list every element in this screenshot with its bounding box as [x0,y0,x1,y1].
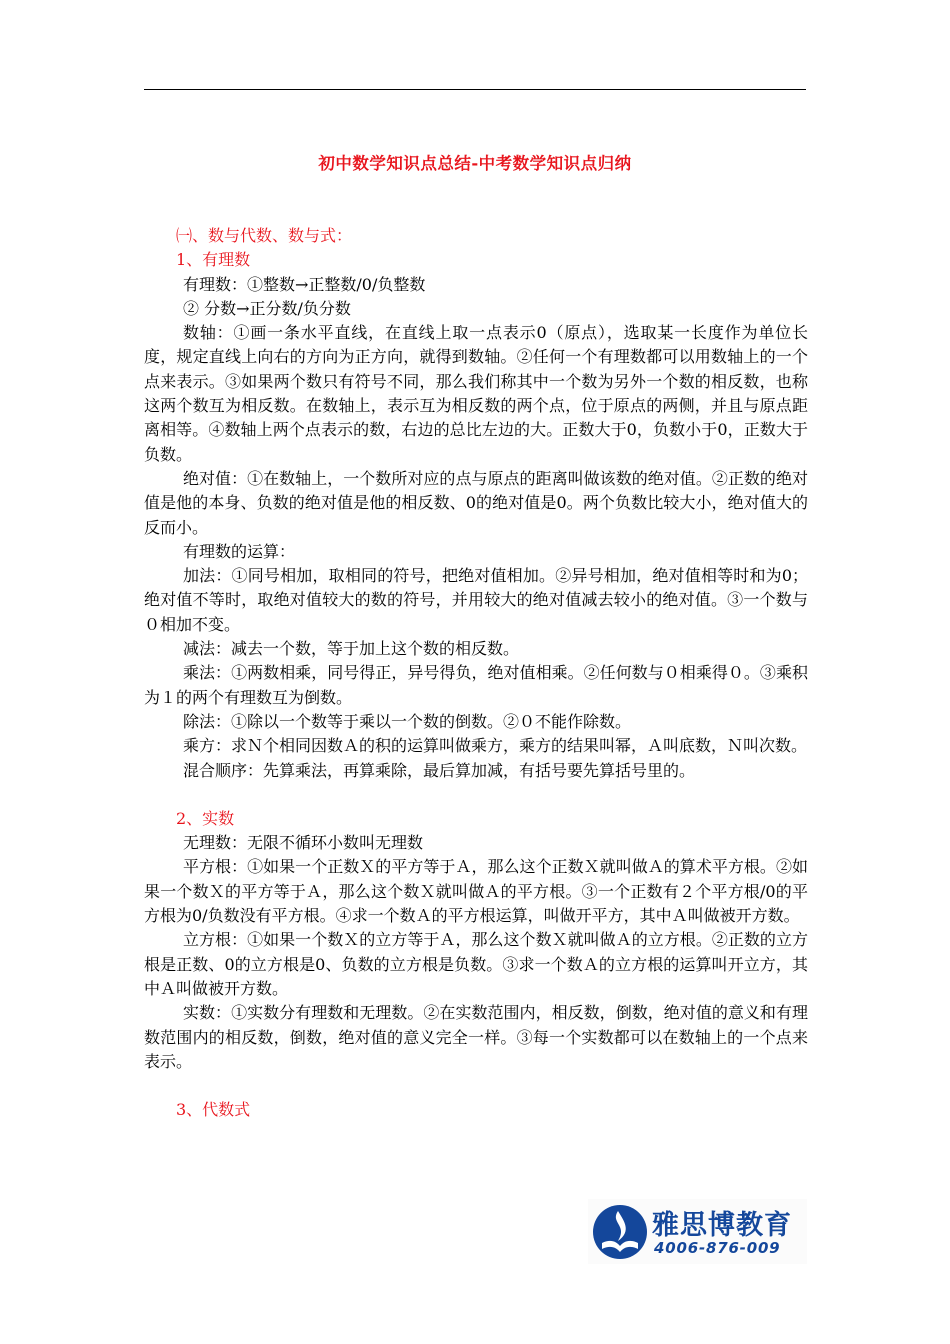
section-heading-rational-numbers: 1、有理数 [176,250,251,270]
document-body [144,224,808,1122]
brand-logo [588,1199,807,1264]
section-heading-algebraic-expressions: 3、代数式 [176,1100,251,1120]
header-rule [144,89,806,90]
paragraph: 乘法：①两数相乘，同号得正，异号得负，绝对值相乘。②任何数与０相乘得０。③乘积为１的两个有理数互为倒数。 [144,663,808,707]
flame-book-icon [588,1199,652,1264]
paragraph: 混合顺序：先算乘法，再算乘除，最后算加减，有括号要先算括号里的。 [183,760,696,780]
paragraph: 有理数的运算： [183,541,296,561]
paragraph: 数轴：①画一条水平直线，在直线上取一点表示0（原点），选取某一长度作为单位长度，规定直线上向右的方向为正方向，就得到数轴。②任何一个有理数都可以用数轴上的一个点来表示。③如果两个数只有符号不同，那么我们称其中一个数为另外一个数的相反数，也称这两个数互为相反数。在数轴上，表示互为相反数的两个点，位于原点的两侧，并且与原点距离相等。④数轴上两个点表示的数，右边的总比左边的大。正数大于0，负数小于0，正数大于负数。 [144,323,808,464]
paragraph: 立方根：①如果一个数Ｘ的立方等于Ａ，那么这个数Ｘ就叫做Ａ的立方根。②正数的立方根是正数、0的立方根是0、负数的立方根是负数。③求一个数Ａ的立方根的运算叫开立方，其中Ａ叫做被开方数。 [144,930,808,998]
part-heading: ㈠、数与代数、数与式： [176,226,353,245]
paragraph: 平方根：①如果一个正数Ｘ的平方等于Ａ，那么这个正数Ｘ就叫做Ａ的算术平方根。②如果一个数Ｘ的平方等于Ａ，那么这个数Ｘ就叫做Ａ的平方根。③一个正数有２个平方根/0的平方根为0/负数没有平方根。④求一个数Ａ的平方根运算，叫做开平方，其中Ａ叫做被开方数。 [144,857,808,926]
paragraph: 有理数：①整数→正整数/0/负整数 [183,274,426,294]
brand-phone: 4006-876-009 [654,1239,781,1257]
paragraph: ② 分数→正分数/负分数 [183,298,351,318]
section-heading-real-numbers: 2、实数 [176,808,235,828]
paragraph: 绝对值：①在数轴上，一个数所对应的点与原点的距离叫做该数的绝对值。②正数的绝对值是他的本身、负数的绝对值是他的相反数、0的绝对值是0。两个负数比较大小，绝对值大的反而小。 [144,468,808,537]
spacer [144,1074,808,1098]
paragraph: 减法：减去一个数，等于加上这个数的相反数。 [183,639,520,659]
spacer [144,783,808,807]
paragraph: 实数：①实数分有理数和无理数。②在实数范围内，相反数，倒数，绝对值的意义和有理数范围内的相反数，倒数，绝对值的意义完全一样。③每一个实数都可以在数轴上的一个点来表示。 [144,1003,808,1071]
paragraph: 加法：①同号相加，取相同的符号，把绝对值相加。②异号相加，绝对值相等时和为0；绝对值不等时，取绝对值较大的数的符号，并用较大的绝对值减去较小的绝对值。③一个数与０相加不变。 [144,566,808,634]
document-title: 初中数学知识点总结-中考数学知识点归纳 [318,154,632,173]
paragraph: 除法：①除以一个数等于乘以一个数的倒数。②０不能作除数。 [183,711,632,731]
paragraph: 乘方：求Ｎ个相同因数Ａ的积的运算叫做乘方，乘方的结果叫幂，Ａ叫底数，Ｎ叫次数。 [183,736,808,756]
brand-name: 雅思博教育 [652,1210,792,1241]
paragraph: 无理数：无限不循环小数叫无理数 [183,833,424,853]
